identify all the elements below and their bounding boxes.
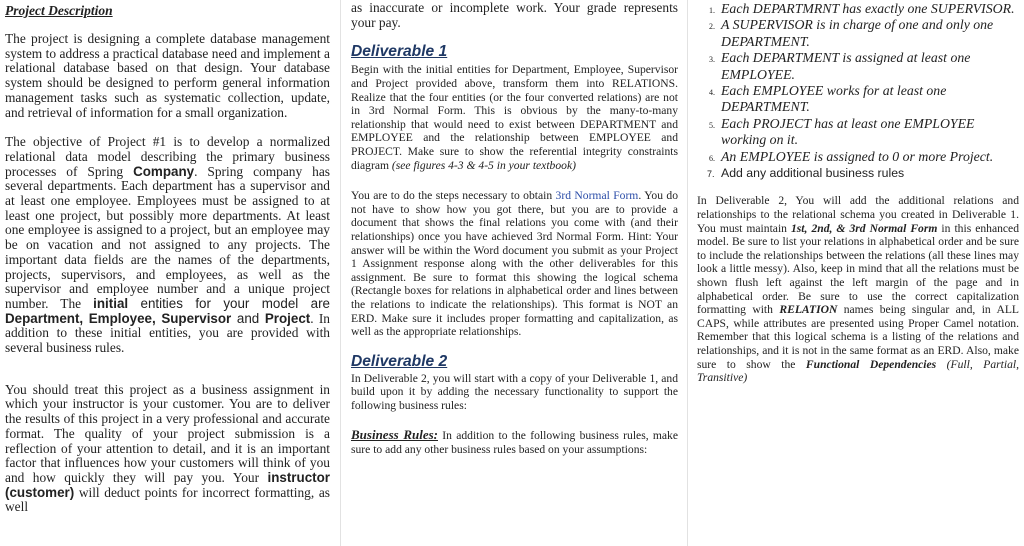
intro-paragraph: The project is designing a complete database management system to address a practical database need and implement a relational database based on that design. Your database system should be designed to perform general information management tasks such as systematic collection, update, and retrieval of information for a small organization. <box>5 31 330 120</box>
business-rule-item: 5. Each PROJECT has at least one EMPLOYEE working on it. <box>717 116 1019 149</box>
deliverable-2-details-paragraph: In Deliverable 2, You will add the additional relations and relationships to the relational schema you created in Deliverable 1. You must maintain 1st, 2nd, & 3rd Normal Form in this enhanced model. Be sure to list your relations in alphabetical order and be sure to include the relationships between the relations (all these lines may look a little messy). Also, keep in mind that all the relations must be shown flush left against the left margin of the page and in alphabetical order. Be sure to use the correct capitalization formatting with RELATION names being singular and, in ALL CAPS, while attributes are presented using Proper Camel notation. Remember that this logical schema is a listing of the relations and relationships, and it is not in the same format as an ERD. Also, make sure to show the Functional Dependencies (Full, Partial, Transitive) <box>697 194 1019 385</box>
column-1 <box>5 0 330 546</box>
normal-form-paragraph: You are to do the steps necessary to obtain 3rd Normal Form. You do not have to show how you got there, but you are to provide a document that shows the final relations you come with (and their relationships) once you have achieved 3rd Normal Form. Hint: Your answer will be within the Word document you submit as your Project 1 Assignment response along with the other deliverables for this assignment. Be sure to format this showing the logical schema (Rectangle boxes for relations in alphabetical order and lines between the relations to indicate the relationships). This format is NOT an ERD. Make sure it includes proper formatting and capitalization, as well as the appropriate relationships. <box>351 189 678 339</box>
column-3 <box>697 0 1019 546</box>
business-rule-item: 3. Each DEPARTMENT is assigned at least one EMPLOYEE. <box>717 50 1019 83</box>
business-assignment-paragraph: You should treat this project as a business assignment in which your instructor is your customer. You are to deliver the results of this project in a very professional and accurate format. The quality of your project submission is a reflection of your attention to detail, and it is an important factor that influences how your customers will think of you and how quickly they will pay you. Your instructor (customer) will deduct points for incorrect formatting, as well <box>5 381 330 515</box>
deliverable-2-paragraph: In Deliverable 2, you will start with a copy of your Deliverable 1, and build upon it by adding the necessary functionality to support the following business rules: <box>351 371 678 412</box>
business-rule-item: 1. Each DEPARTMRNT has exactly one SUPERVISOR. <box>717 1 1019 17</box>
business-rules-list <box>697 1 1019 181</box>
business-rule-item: 6. An EMPLOYEE is assigned to 0 or more Project. <box>717 149 1019 165</box>
column-divider <box>340 0 341 546</box>
business-rule-item: 2. A SUPERVISOR is in charge of one and only one DEPARTMENT. <box>717 17 1019 50</box>
business-rule-item: 4. Each EMPLOYEE works for at least one DEPARTMENT. <box>717 83 1019 116</box>
column-divider <box>687 0 688 546</box>
deliverable-2-heading: Deliverable 2 <box>351 352 448 370</box>
deliverable-1-heading: Deliverable 1 <box>351 43 448 61</box>
continued-paragraph: as inaccurate or incomplete work. Your grade represents your pay. <box>351 0 678 30</box>
column-2 <box>351 0 678 546</box>
objective-paragraph: The objective of Project #1 is to develop a normalized relational data model describing the primary business processes of Spring Company. Spring company has several departments. Each department has a supervisor and at least one employee. Employees must be assigned to at least one project, but possibly more departments. At least one employee is assigned to a project, but an employee may be on vacation and not assigned to any projects. The important data fields are the names of the departments, projects, supervisors, and employees, as well as the supervisor and employee number and a unique project number. The initial entities for your model are Department, Employee, Supervisor and Project. In addition to these initial entities, you are provided with several business rules. <box>5 134 330 356</box>
deliverable-1-paragraph: Begin with the initial entities for Department, Employee, Supervisor and Project provided above, transform them into RELATIONS. Realize that the four entities (or the four converted relations) are not in 3rd Normal Form. This is obvious by the many-to-many relationship that would need to exist between DEPARTMENT and EMPLOYEE and the relationship between EMPLOYEE and PROJECT. Make sure to show the referential integrity constraints diagram (see figures 4-3 & 4-5 in your textbook) <box>351 63 678 172</box>
project-description-heading: Project Description <box>5 3 113 18</box>
business-rule-item: 7. Add any additional business rules <box>717 165 1019 181</box>
business-rules-paragraph: Business Rules: In addition to the following business rules, make sure to add any other business rules based on your assumptions: <box>351 427 678 457</box>
